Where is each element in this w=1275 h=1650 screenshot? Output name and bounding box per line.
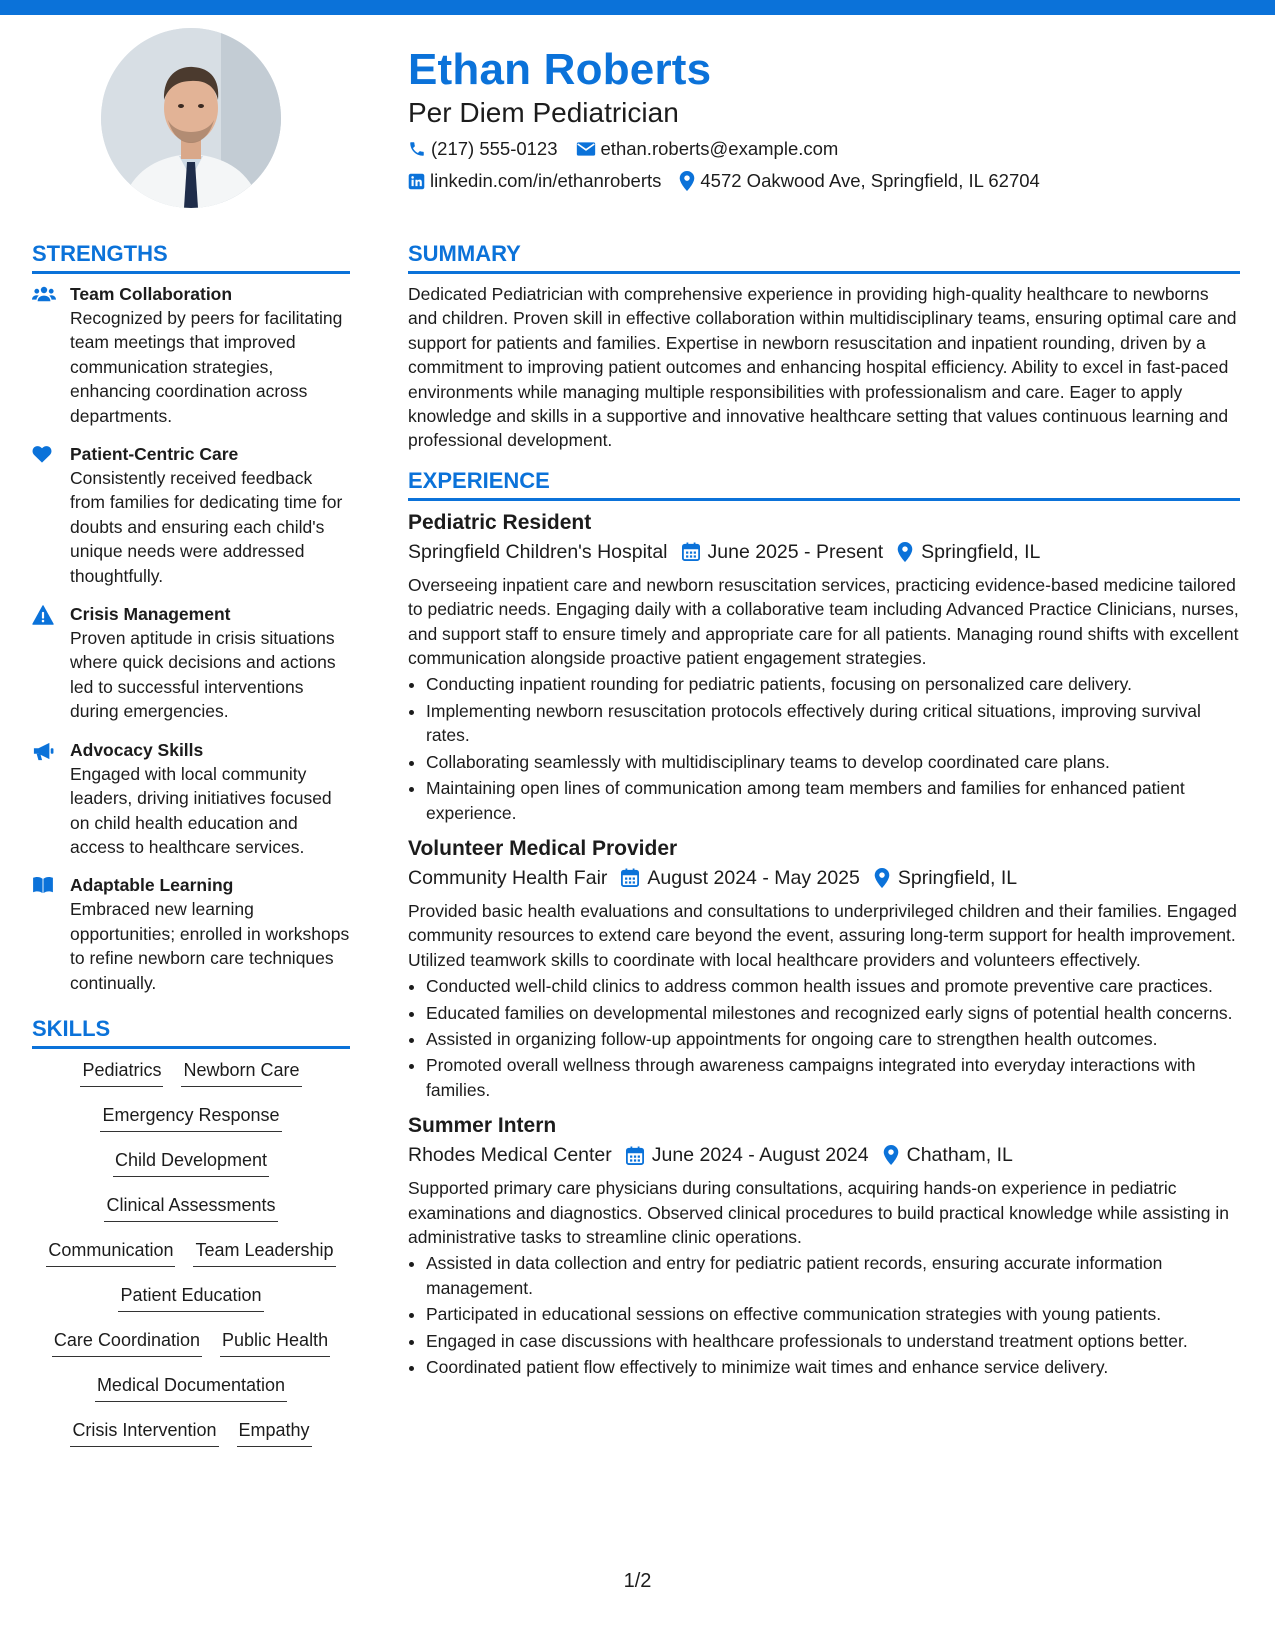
job-meta xyxy=(408,1140,1240,1170)
job-entry xyxy=(408,1112,1240,1379)
job-location xyxy=(883,1140,1013,1170)
bullet-item: • Implementing newborn resuscitation protocols effectively during critical situations, improving survival rates. xyxy=(426,699,1240,748)
strengths-heading: STRENGTHS xyxy=(32,240,350,274)
users-icon xyxy=(32,285,56,303)
skill-row xyxy=(32,1147,350,1192)
address-text: 4572 Oakwood Ave, Springfield, IL 62704 xyxy=(700,170,1040,191)
heart-icon xyxy=(32,445,52,463)
megaphone-icon xyxy=(32,741,54,761)
job-bullets xyxy=(408,1251,1240,1379)
job-bullets xyxy=(408,672,1240,824)
email-contact[interactable] xyxy=(576,136,839,162)
calendar-icon xyxy=(682,542,700,561)
job-meta xyxy=(408,537,1240,567)
strength-desc: Consistently received feedback from families for dedicating time for doubts and ensuring each child's unique needs were addressed thoughtfully. xyxy=(70,468,343,586)
bullet-item: • Engaged in case discussions with healthcare professionals to understand treatment options better. xyxy=(426,1329,1240,1353)
strength-title: Team Collaboration xyxy=(70,284,233,304)
experience-heading: EXPERIENCE xyxy=(408,467,1240,501)
top-accent-bar xyxy=(0,0,1275,15)
left-column xyxy=(32,240,350,1462)
summary-heading: SUMMARY xyxy=(408,240,1240,274)
skill-tag: Pediatrics xyxy=(80,1057,163,1087)
skill-tag: Clinical Assessments xyxy=(104,1192,277,1222)
skill-tag: Emergency Response xyxy=(100,1102,281,1132)
candidate-name: Ethan Roberts xyxy=(408,45,712,94)
book-icon xyxy=(32,876,54,894)
strength-item xyxy=(32,873,350,995)
linkedin-contact[interactable] xyxy=(408,168,661,194)
bullet-item: • Assisted in data collection and entry for pediatric patient records, ensuring accurate information management. xyxy=(426,1251,1240,1300)
job-org: Community Health Fair xyxy=(408,866,608,889)
job-dates xyxy=(626,1140,869,1170)
strength-item xyxy=(32,602,350,724)
job-title: Volunteer Medical Provider xyxy=(408,836,678,860)
bullet-item: • Educated families on developmental milestones and recognized early signs of potential health concerns. xyxy=(426,1001,1240,1025)
skill-tag: Public Health xyxy=(220,1327,330,1357)
bullet-item: • Participated in educational sessions on effective communication strategies with young patients. xyxy=(426,1302,1240,1326)
resume-header xyxy=(408,44,1248,194)
profile-photo xyxy=(101,28,281,208)
bullet-item: • Collaborating seamlessly with multidisciplinary teams to develop coordinated care plans. xyxy=(426,750,1240,774)
strength-desc: Proven aptitude in crisis situations where quick decisions and actions led to successful interventions during emergencies. xyxy=(70,628,336,722)
strength-desc: Engaged with local community leaders, driving initiatives focused on child health education and access to healthcare services. xyxy=(70,763,332,857)
skill-row xyxy=(32,1237,350,1282)
strength-title: Advocacy Skills xyxy=(70,739,204,760)
contact-row-2 xyxy=(408,168,1248,194)
skill-row xyxy=(32,1327,350,1372)
job-dates-text: August 2024 - May 2025 xyxy=(647,866,860,889)
calendar-icon xyxy=(626,1146,644,1165)
job-entry xyxy=(408,835,1240,1102)
contact-row-1 xyxy=(408,136,1248,162)
job-title: Summer Intern xyxy=(408,1114,557,1138)
linkedin-icon xyxy=(408,173,425,190)
strength-title: Crisis Management xyxy=(70,604,231,625)
strength-item xyxy=(32,442,350,588)
strength-title: Adaptable Learning xyxy=(70,875,234,896)
right-column xyxy=(408,240,1240,1389)
bullet-item: • Promoted overall wellness through awareness campaigns integrated into everyday interactions with families. xyxy=(426,1053,1240,1102)
job-location-text: Chatham, IL xyxy=(906,1144,1013,1167)
skill-tag: Empathy xyxy=(237,1417,312,1447)
job-location-text: Springfield, IL xyxy=(897,866,1018,889)
map-pin-icon xyxy=(874,868,890,888)
skill-tag: Care Coordination xyxy=(52,1327,202,1357)
portrait-image xyxy=(101,28,281,208)
bullet-item: • Maintaining open lines of communication among team members and families for enhanced patient experience. xyxy=(426,776,1240,825)
address-contact xyxy=(679,168,1039,194)
calendar-icon xyxy=(621,868,639,887)
job-org: Springfield Children's Hospital xyxy=(408,540,668,563)
bullet-item: • Conducted well-child clinics to address common health issues and promote preventive care practices. xyxy=(426,974,1240,998)
job-dates-text: June 2025 - Present xyxy=(707,540,884,563)
strength-desc: Recognized by peers for facilitating team meetings that improved communication strategies, enhancing coordination across departments. xyxy=(70,308,343,426)
linkedin-text: linkedin.com/in/ethanroberts xyxy=(430,170,662,191)
page-number: 1/2 xyxy=(623,1570,652,1592)
job-description: Overseeing inpatient care and newborn resuscitation services, practicing evidence-based medicine tailored to pediatric needs. Engaging daily with a collaborative team including Advanced Practice Clinicians, nurses, and support staff to ensure timely and appropriate care for all patients. Managing round shifts with excellent communication alongside proactive patient engagement strategies. xyxy=(408,574,1239,669)
phone-text: (217) 555-0123 xyxy=(431,138,558,159)
skill-row xyxy=(32,1057,350,1102)
job-dates xyxy=(621,863,859,893)
map-pin-icon xyxy=(897,542,913,562)
warning-icon xyxy=(32,605,54,625)
job-title: Pediatric Resident xyxy=(408,510,592,534)
summary-text: Dedicated Pediatrician with comprehensive experience in providing high-quality healthcare to newborns and children. Proven skill in effective collaboration within multidisciplinary teams, ensuring optimal care and support for patients and families. Expertise in newborn resuscitation and inpatient rounding, driven by a commitment to improving patient outcomes and enhancing hospital efficiency. Ability to excel in fast-paced environments while managing multiple responsibilities with professionalism and care. Eager to apply knowledge and skills in a supportive and innovative healthcare setting that values continuous learning and professional development. xyxy=(408,284,1237,451)
strength-item xyxy=(32,738,350,860)
skills-heading: SKILLS xyxy=(32,1015,350,1049)
bullet-item: • Coordinated patient flow effectively to minimize wait times and enhance service delivery. xyxy=(426,1355,1240,1379)
bullet-item: • Assisted in organizing follow-up appointments for ongoing care to strengthen health outcomes. xyxy=(426,1027,1240,1051)
skills-list xyxy=(32,1057,350,1462)
skill-tag: Child Development xyxy=(113,1147,269,1177)
envelope-icon xyxy=(576,141,596,157)
job-entry xyxy=(408,509,1240,825)
phone-contact[interactable] xyxy=(408,136,558,162)
job-location-text: Springfield, IL xyxy=(921,540,1041,563)
job-dates-text: June 2024 - August 2024 xyxy=(651,1144,869,1167)
skill-row xyxy=(32,1282,350,1327)
skill-tag: Communication xyxy=(46,1237,175,1267)
map-pin-icon xyxy=(883,1145,899,1165)
map-pin-icon xyxy=(679,171,695,191)
skill-row xyxy=(32,1102,350,1147)
skill-tag: Team Leadership xyxy=(193,1237,335,1267)
skill-row xyxy=(32,1417,350,1462)
job-bullets xyxy=(408,974,1240,1102)
skill-tag: Medical Documentation xyxy=(95,1372,287,1402)
strength-desc: Embraced new learning opportunities; enrolled in workshops to refine newborn care techniques continually. xyxy=(70,899,350,993)
skill-tag: Crisis Intervention xyxy=(70,1417,218,1447)
skill-tag: Newborn Care xyxy=(181,1057,301,1087)
job-dates xyxy=(682,537,884,567)
phone-icon xyxy=(408,140,426,158)
job-description: Provided basic health evaluations and consultations to underprivileged children and their families. Engaged community resources to extend care beyond the event, assuring long-term support for health improvement. Utilized teamwork skills to coordinate with local healthcare providers and volunteers effectively. xyxy=(408,900,1237,970)
skill-row xyxy=(32,1192,350,1237)
bullet-item: • Conducting inpatient rounding for pediatric patients, focusing on personalized care delivery. xyxy=(426,672,1240,696)
job-location xyxy=(897,537,1040,567)
job-meta xyxy=(408,863,1240,893)
job-description: Supported primary care physicians during consultations, acquiring hands-on experience in pediatric examinations and diagnostics. Observed clinical procedures to build practical knowledge while assisting in administrative tasks to streamline clinic operations. xyxy=(408,1178,1229,1247)
skill-row xyxy=(32,1372,350,1417)
candidate-title: Per Diem Pediatrician xyxy=(408,97,679,128)
job-org: Rhodes Medical Center xyxy=(408,1144,612,1167)
strength-title: Patient-Centric Care xyxy=(70,444,239,465)
skill-tag: Patient Education xyxy=(118,1282,263,1312)
job-location xyxy=(874,863,1017,893)
strength-item xyxy=(32,282,350,428)
email-text: ethan.roberts@example.com xyxy=(600,138,839,159)
